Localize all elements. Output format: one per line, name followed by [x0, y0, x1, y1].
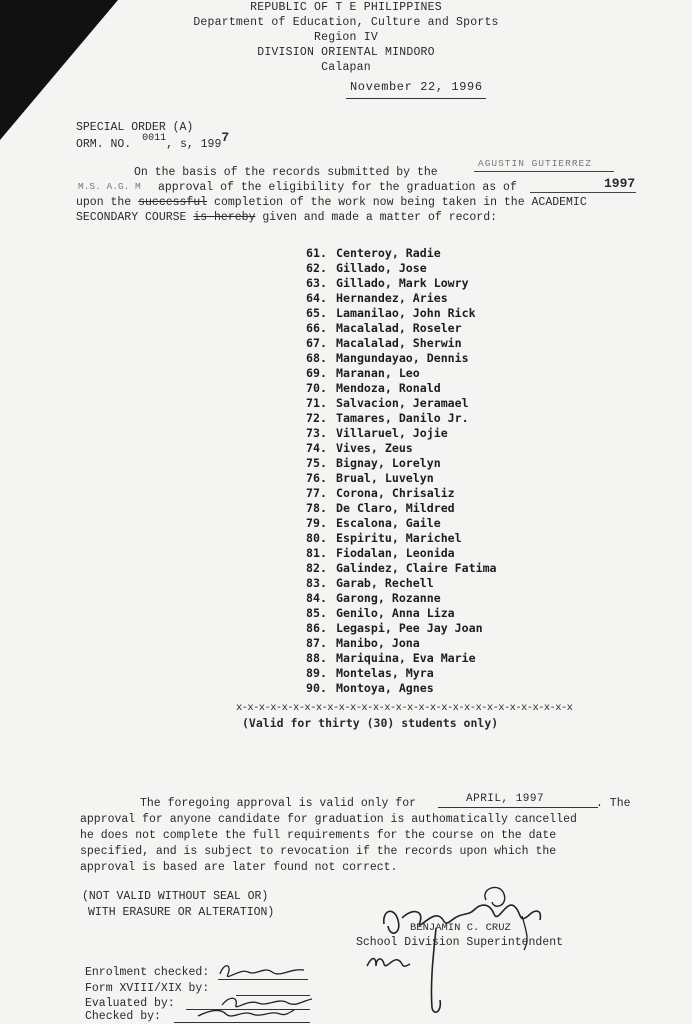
student-name: Fiodalan, Leonida: [336, 546, 455, 560]
student-number: 78.: [306, 501, 327, 515]
student-row: [306, 531, 497, 546]
student-row: [306, 411, 497, 426]
student-number: 87.: [306, 636, 327, 650]
closing-line-4: specified, and is subject to revocation if the records upon which the: [80, 845, 557, 858]
student-row: [306, 666, 497, 681]
student-name: Gillado, Jose: [336, 261, 427, 275]
valid-until-date: APRIL, 1997: [466, 793, 545, 805]
student-name: Garab, Rechell: [336, 576, 434, 590]
student-number: 64.: [306, 291, 327, 305]
student-name: Mangundayao, Dennis: [336, 351, 469, 365]
student-name: Mariquina, Eva Marie: [336, 651, 476, 665]
student-number: 83.: [306, 576, 327, 590]
enrolment-initials: [214, 960, 310, 982]
check-checked-line: [174, 1022, 310, 1023]
student-name: Salvacion, Jeramael: [336, 396, 469, 410]
header-division: DIVISION ORIENTAL MINDORO: [257, 46, 435, 59]
intro-line-3-end: ACADEMIC: [531, 196, 587, 209]
student-name: Brual, Luvelyn: [336, 471, 434, 485]
student-row: [306, 606, 497, 621]
student-row: [306, 261, 497, 276]
student-name: Macalalad, Sherwin: [336, 336, 462, 350]
student-row: [306, 381, 497, 396]
student-name: Mendoza, Ronald: [336, 381, 441, 395]
student-name: Centeroy, Radie: [336, 246, 441, 260]
student-name: Montelas, Myra: [336, 666, 434, 680]
student-number: 63.: [306, 276, 327, 290]
student-row: [306, 471, 497, 486]
student-row: [306, 576, 497, 591]
student-number: 71.: [306, 396, 327, 410]
student-number: 75.: [306, 456, 327, 470]
orm-series: , s, 199: [166, 138, 222, 151]
header-republic: REPUBLIC OF T E PHILIPPINES: [250, 1, 442, 14]
student-row: [306, 246, 497, 261]
intro-line-4-post: given and made a matter of record:: [262, 211, 497, 224]
student-row: [306, 591, 497, 606]
student-row: [306, 276, 497, 291]
student-name: Legaspi, Pee Jay Joan: [336, 621, 483, 635]
student-number: 88.: [306, 651, 327, 665]
student-list: [306, 246, 497, 696]
student-name: Manibo, Jona: [336, 636, 420, 650]
student-row: [306, 291, 497, 306]
student-number: 70.: [306, 381, 327, 395]
valid-note: (Valid for thirty (30) students only): [242, 716, 499, 730]
check-enrolment-label: Enrolment checked:: [85, 966, 210, 979]
intro-line-3-pre: upon the: [76, 196, 132, 209]
student-row: [306, 321, 497, 336]
date-underline: [346, 98, 486, 99]
student-row: [306, 456, 497, 471]
student-number: 74.: [306, 441, 327, 455]
student-row: [306, 636, 497, 651]
student-number: 90.: [306, 681, 327, 695]
student-number: 85.: [306, 606, 327, 620]
school-abbreviation: M.S. A.G. M: [78, 181, 141, 192]
student-row: [306, 621, 497, 636]
student-number: 76.: [306, 471, 327, 485]
closing-line-3: he does not complete the full requirements for the course on the date: [80, 829, 557, 842]
student-row: [306, 651, 497, 666]
student-name: Genilo, Anna Liza: [336, 606, 455, 620]
header-department: Department of Education, Culture and Sports: [193, 16, 499, 29]
student-number: 67.: [306, 336, 327, 350]
student-number: 72.: [306, 411, 327, 425]
student-row: [306, 396, 497, 411]
student-row: [306, 306, 497, 321]
student-name: Espiritu, Marichel: [336, 531, 462, 545]
student-number: 61.: [306, 246, 327, 260]
intro-line-3-struck: successful: [138, 196, 208, 209]
check-evaluated-label: Evaluated by:: [85, 997, 175, 1010]
student-number: 80.: [306, 531, 327, 545]
student-number: 82.: [306, 561, 327, 575]
orm-prefix: ORM. NO.: [76, 138, 132, 151]
student-row: [306, 561, 497, 576]
student-row: [306, 366, 497, 381]
student-name: Gillado, Mark Lowry: [336, 276, 469, 290]
school-name-stamp: AGUSTIN GUTIERREZ: [478, 158, 592, 169]
student-row: [306, 501, 497, 516]
student-row: [306, 426, 497, 441]
student-number: 66.: [306, 321, 327, 335]
student-name: Tamares, Danilo Jr.: [336, 411, 469, 425]
document-date: November 22, 1996: [350, 80, 483, 94]
student-row: [306, 486, 497, 501]
closing-line-1-post: . The: [596, 797, 631, 810]
student-name: Vives, Zeus: [336, 441, 413, 455]
student-name: Galindez, Claire Fatima: [336, 561, 497, 575]
student-row: [306, 516, 497, 531]
student-row: [306, 546, 497, 561]
graduation-date-stamp: 1997: [604, 176, 636, 191]
student-number: 65.: [306, 306, 327, 320]
signatory-name: BENJAMIN C. CRUZ: [410, 922, 511, 934]
orm-number: [76, 130, 230, 151]
student-name: Villaruel, Jojie: [336, 426, 448, 440]
seal-note-line-2: WITH ERASURE OR ALTERATION): [88, 906, 275, 919]
student-number: 68.: [306, 351, 327, 365]
student-name: Macalalad, Roseler: [336, 321, 462, 335]
student-name: Maranan, Leo: [336, 366, 420, 380]
student-name: De Claro, Mildred: [336, 501, 455, 515]
intro-line-2: approval of the eligibility for the graduation as of: [158, 181, 517, 194]
student-row: [306, 441, 497, 456]
student-name: Bignay, Lorelyn: [336, 456, 441, 470]
header-city: Calapan: [321, 61, 371, 74]
student-name: Corona, Chrisaliz: [336, 486, 455, 500]
closing-line-2: approval for anyone candidate for graduation is authomatically cancelled: [80, 813, 577, 826]
signatory-title: School Division Superintendent: [356, 936, 564, 949]
student-row: [306, 681, 497, 696]
initials-mark: [364, 950, 414, 974]
closing-line-5: approval is based are later found not correct.: [80, 861, 398, 874]
list-separator: x-x-x-x-x-x-x-x-x-x-x-x-x-x-x-x-x-x-x-x-x-x-x-x-x-x-x-x-x-x: [236, 702, 573, 714]
orm-series-digit: 7: [221, 130, 230, 145]
closing-line-1-pre: The foregoing approval is valid only for: [140, 797, 417, 810]
student-number: 69.: [306, 366, 327, 380]
valid-until-underline: [438, 807, 598, 808]
student-number: 89.: [306, 666, 327, 680]
check-form-label: Form XVIII/XIX by:: [85, 982, 210, 995]
student-name: Lamanilao, John Rick: [336, 306, 476, 320]
intro-line-4-pre: SECONDARY COURSE: [76, 211, 187, 224]
check-checked-label: Checked by:: [85, 1010, 161, 1023]
intro-line-1: On the basis of the records submitted by the: [134, 166, 438, 179]
student-number: 81.: [306, 546, 327, 560]
student-name: Garong, Rozanne: [336, 591, 441, 605]
student-number: 79.: [306, 516, 327, 530]
seal-note-line-1: (NOT VALID WITHOUT SEAL OR): [82, 890, 269, 903]
intro-line-4-struck: is hereby: [193, 211, 256, 224]
student-number: 62.: [306, 261, 327, 275]
student-name: Escalona, Gaile: [336, 516, 441, 530]
student-number: 84.: [306, 591, 327, 605]
student-number: 73.: [306, 426, 327, 440]
student-name: Montoya, Agnes: [336, 681, 434, 695]
intro-line-3: [76, 196, 587, 209]
checked-initials: [196, 1006, 296, 1022]
orm-number-value: 0011: [142, 133, 167, 144]
student-number: 86.: [306, 621, 327, 635]
header-region: Region IV: [314, 31, 378, 44]
student-row: [306, 336, 497, 351]
student-name: Hernandez, Aries: [336, 291, 448, 305]
special-order-title: SPECIAL ORDER (A): [76, 121, 194, 134]
student-number: 77.: [306, 486, 327, 500]
student-row: [306, 351, 497, 366]
intro-line-3-post: completion of the work now being taken in the: [214, 196, 525, 209]
intro-line-4: [76, 211, 497, 224]
graduation-date-underline: [530, 192, 636, 193]
school-underline: [474, 171, 614, 172]
